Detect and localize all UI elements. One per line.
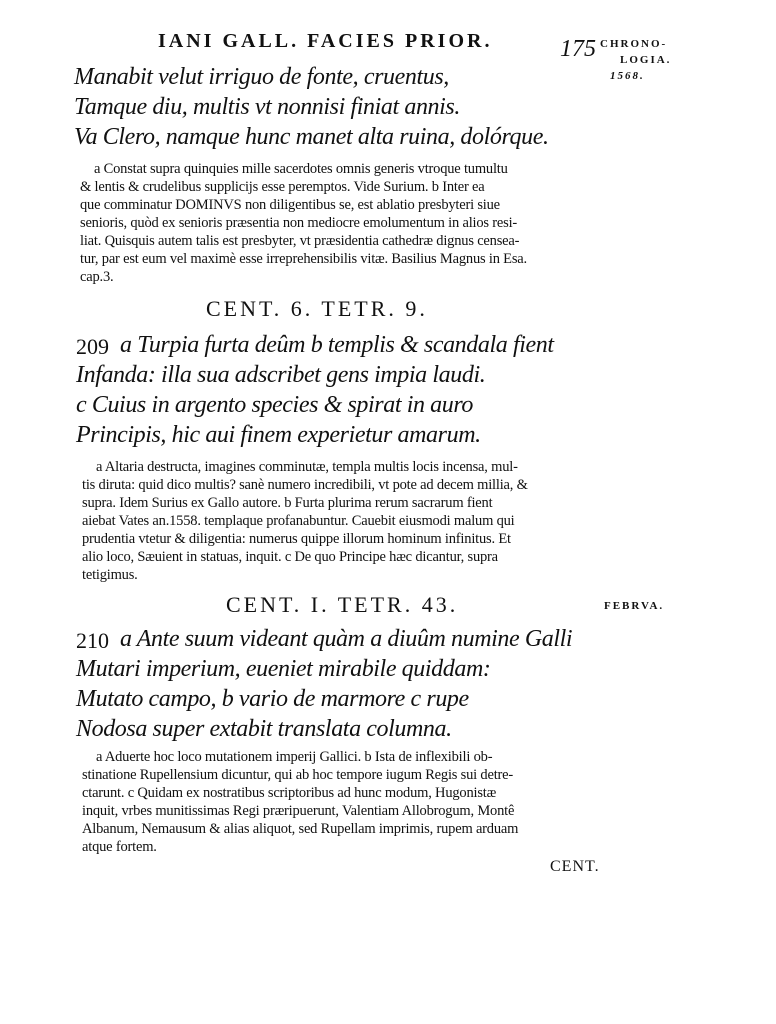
note-line: aiebat Vates an.1558. templaque profanabuntur. Cauebit eiusmodi malum qui xyxy=(82,513,515,529)
note-line: tetigimus. xyxy=(82,567,138,583)
note-line: prudentia vtetur & diligentia: numerus quippe illorum hominum infinitus. Et xyxy=(82,531,511,547)
verse-line: c Cuius in argento species & spirat in auro xyxy=(76,392,474,418)
margin-note-year: 1568. xyxy=(610,70,645,82)
section-heading: CENT. 6. TETR. 9. xyxy=(206,296,428,321)
commentary-block-1 xyxy=(80,160,527,286)
verse-line: a Ante suum videant quàm a diuûm numine Galli xyxy=(120,626,573,652)
commentary-block-2 xyxy=(82,458,528,584)
stanza-number: 210 xyxy=(76,628,109,653)
note-line: tur, par est eum vel maximè esse irreprehensibilis vitæ. Basilius Magnus in Esa. xyxy=(80,251,527,267)
margin-note-month: FEBRVA. xyxy=(604,600,665,612)
verse-line: Mutari imperium, eueniet mirabile quiddam: xyxy=(76,656,491,682)
note-line: supra. Idem Surius ex Gallo autore. b Furta plurima rerum sacrarum fient xyxy=(82,495,493,511)
commentary-block-3 xyxy=(82,748,518,856)
verse-line: Nodosa super extabit translata columna. xyxy=(76,716,452,742)
note-line: alio loco, Sæuient in statuas, inquit. c De quo Principe hæc dicantur, supra xyxy=(82,549,498,565)
note-line: & lentis & crudelibus supplicijs esse peremptos. Vide Surium. b Inter ea xyxy=(80,179,485,195)
verse-line: a Turpia furta deûm b templis & scandala fient xyxy=(120,332,554,358)
margin-note-chronologia-1: CHRONO- xyxy=(600,38,668,50)
note-line: senioris, quòd ex senioris præsentia non mediocre emolumentum in alios resi- xyxy=(80,215,518,231)
note-line: atque fortem. xyxy=(82,839,157,855)
verse-line: Tamque diu, multis vt nonnisi finiat annis. xyxy=(74,94,460,120)
verse-line: Principis, hic aui finem experietur amarum. xyxy=(76,422,481,448)
section-heading: CENT. I. TETR. 43. xyxy=(226,592,459,617)
note-line: que comminatur DOMINVS non diligentibus se, est ablatio presbyteri siue xyxy=(80,197,500,213)
catchword: CENT. xyxy=(550,858,600,875)
verse-line: Va Clero, namque hunc manet alta ruina, dolórque. xyxy=(74,124,549,150)
note-line: a Constat supra quinquies mille sacerdotes omnis generis vtroque tumultu xyxy=(94,161,508,177)
verse-line: Infanda: illa sua adscribet gens impia laudi. xyxy=(76,362,486,388)
margin-note-chronologia-2: LOGIA. xyxy=(620,54,672,66)
note-line: Albanum, Nemausum & alias aliquot, sed Rupellam imprimis, rupem arduam xyxy=(82,821,519,837)
note-line: a Aduerte hoc loco mutationem imperij Gallici. b Ista de inflexibili ob- xyxy=(96,749,493,765)
note-line: tis diruta: quid dico multis? sanè numero incredibili, vt pote ad decem millia, & xyxy=(82,477,528,493)
note-line: liat. Quisquis autem talis est presbyter, vt præsidentia cathedræ dignus censea- xyxy=(80,233,520,249)
note-line: inquit, vrbes munitissimas Regi præripuerunt, Valentiam Allobrogum, Montê xyxy=(82,803,515,819)
note-line: stinatione Rupellensium dicuntur, qui ab hoc tempore iugum Regis sui detre- xyxy=(82,767,514,783)
page-number: 175 xyxy=(560,36,596,62)
note-line: ctarunt. c Quidam ex nostratibus scriptoribus ad hunc modum, Hugonistæ xyxy=(82,785,497,801)
stanza-number: 209 xyxy=(76,334,109,359)
note-line: a Altaria destructa, imagines comminutæ, templa multis locis incensa, mul- xyxy=(96,459,518,475)
verse-line: Manabit velut irriguo de fonte, cruentus, xyxy=(74,64,449,90)
verse-line: Mutato campo, b vario de marmore c rupe xyxy=(76,686,469,712)
note-line: cap.3. xyxy=(80,269,114,285)
running-head: IANI GALL. FACIES PRIOR. xyxy=(158,30,493,52)
